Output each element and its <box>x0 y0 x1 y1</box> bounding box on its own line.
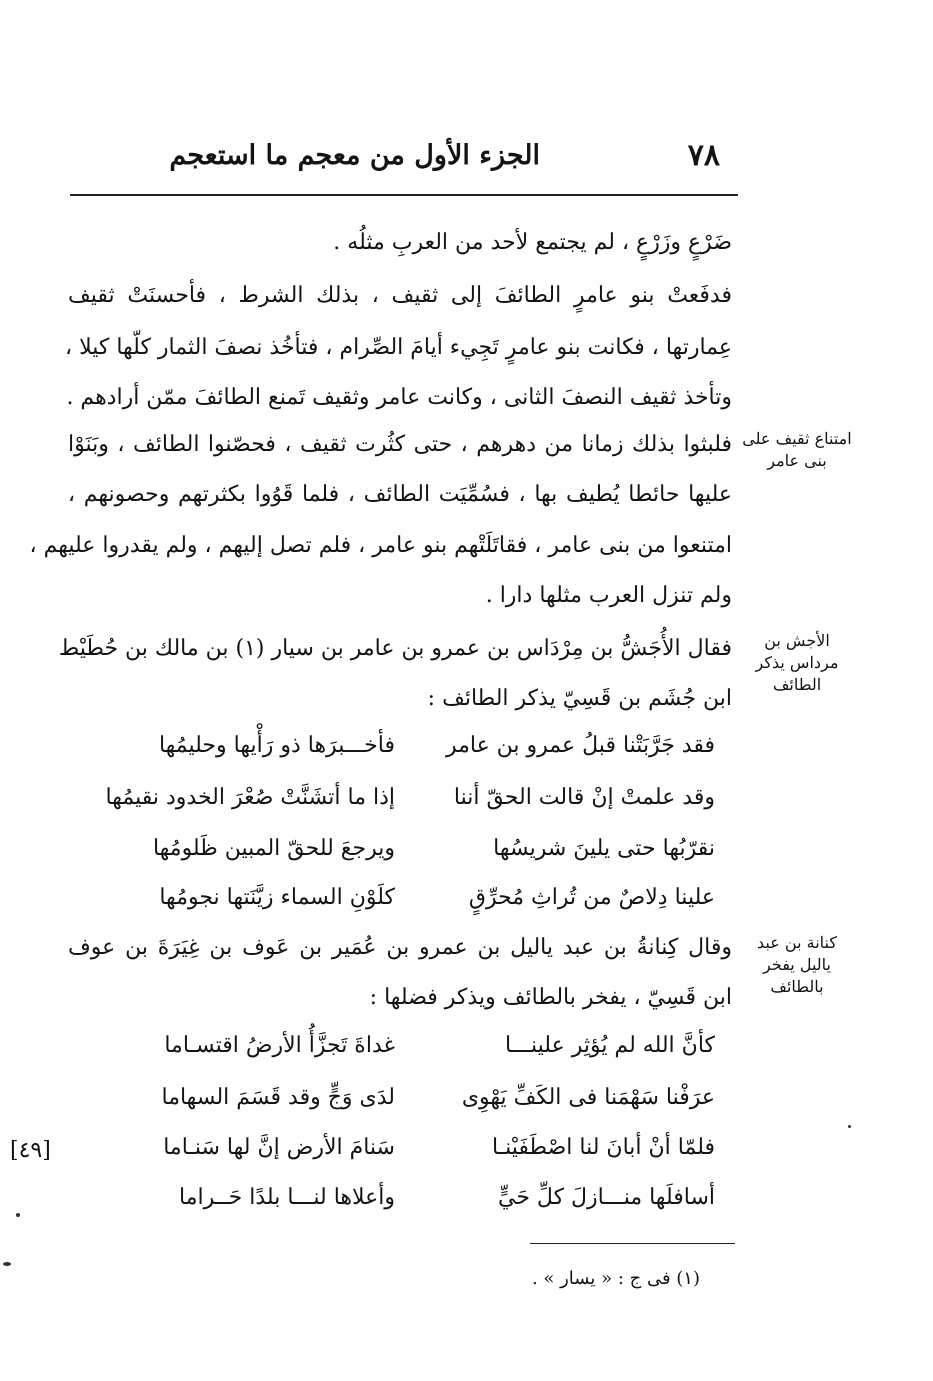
text-line: فلبثوا بذلك زمانا من دهرهم ، حتى كثُرت ثقيف ، فحصّنوا الطائف ، وبَنَوْا <box>68 432 732 457</box>
text-line: عليها حائطا يُطيف بها ، فسُمِّيَت الطائف ، فلما قَوُوا بكثرتهم وحصونهم ، <box>68 482 732 507</box>
text-line: فدفَعتْ بنو عامرٍ الطائفَ إلى ثقيف ، بذلك الشرط ، فأحسنَتْ ثقيف <box>68 283 732 308</box>
margin-note: امتناع ثقيف على بنى عامر <box>742 429 852 470</box>
verse-hemistich-second: سَنامَ الأرض إنَّ لها سَنـاما <box>163 1135 395 1160</box>
original-page-marker: [٤٩] <box>10 1138 51 1163</box>
verse-hemistich-second: وأعلاها لنـــا بلدًا حَــراما <box>179 1185 395 1210</box>
verse-hemistich-second: كلَوْنِ السماء زيَّنَتها نجومُها <box>159 885 395 910</box>
text-line: ابن جُشَم بن قَسِيّ يذكر الطائف : <box>427 686 732 711</box>
verse-hemistich-first: أسافلَها منـــازلَ كلِّ حَيٍّ <box>497 1185 715 1210</box>
scan-speck <box>848 1125 851 1128</box>
verse-hemistich-first: علينا دِلاصٌ من تُراثِ مُحرِّقٍ <box>468 885 715 910</box>
text-line: امتنعوا من بنى عامر ، فقاتَلَتْهم بنو عامر ، فلم تصل إليهم ، ولم يقدروا عليهم ، <box>29 533 732 558</box>
header-rule <box>70 194 738 196</box>
verse-hemistich-first: كأنَّ الله لم يُؤثِر علينـــا <box>504 1033 715 1058</box>
scan-speck <box>16 1213 20 1217</box>
verse-hemistich-first: وقد علمتْ إنْ قالت الحقّ أننا <box>453 785 715 810</box>
verse-hemistich-first: نقرّبُها حتى يلينَ شريسُها <box>493 836 715 861</box>
verse <box>95 1033 715 1073</box>
verse <box>95 836 715 876</box>
verse-hemistich-second: إذا ما أتشَنَّتْ صُعْرَ الخدود نقيمُها <box>105 785 395 810</box>
verse <box>95 1135 715 1175</box>
verse-hemistich-second: لدَى وَجٍّ وقد قَسَمَ السهاما <box>161 1085 395 1110</box>
verse-hemistich-first: عرَفْنا سَهْمَنا فى الكَفِّ يَهْوِى <box>461 1085 715 1110</box>
scan-speck <box>3 1262 11 1266</box>
page-number: ٧٨ <box>687 138 720 173</box>
verse-hemistich-first: فقد جَرَّبَتْنا قبلُ عمرو بن عامر <box>445 733 715 758</box>
text-line: ولم تنزل العرب مثلها دارا . <box>485 583 732 608</box>
verse <box>95 785 715 825</box>
text-line: وتأخذ ثقيف النصفَ الثانى ، وكانت عامر وثقيف تَمنع الطائفَ ممّن أرادهم . <box>66 385 732 410</box>
verse <box>95 885 715 925</box>
verse-hemistich-second: ويرجعَ للحقّ المبين ظَلومُها <box>152 836 395 861</box>
text-line: ضَرْعٍ وزَرْعٍ ، لم يجتمع لأحد من العربِ مثلُه . <box>333 230 732 255</box>
text-line: وقال كِنانةُ بن عبد ياليل بن عمرو بن عُمَير بن عَوف بن غِيَرَةَ بن عوف <box>68 935 732 960</box>
verse-hemistich-second: غداةَ تَجزَّأُ الأرضُ اقتسـاما <box>164 1033 395 1058</box>
verse <box>95 1185 715 1225</box>
footnote: (١) فى ج : « يسار » . <box>531 1268 700 1289</box>
margin-note: كنانة بن عبد ياليل يفخر بالطائف <box>757 933 837 996</box>
verse-hemistich-first: فلمّا أنْ أبانَ لنا اصْطَفَيْنـا <box>492 1135 715 1160</box>
text-line: عِمارتها ، فكانت بنو عامرٍ تَجِيء أيامَ الصِّرام ، فتأخُذ نصفَ الثمار كلّها كيلا ، <box>65 335 732 360</box>
verse <box>95 1085 715 1125</box>
margin-note: الأجش بن مرداس يذكر الطائف <box>755 631 839 694</box>
verse <box>95 733 715 773</box>
running-title: الجزء الأول من معجم ما استعجم <box>169 140 540 171</box>
text-line: ابن قَسِيّ ، يفخر بالطائف ويذكر فضلها : <box>369 985 732 1010</box>
text-line: فقال الأُجَشُّ بن مِرْدَاس بن عمرو بن عامر بن سيار (١) بن مالك بن حُطَيْط <box>58 636 732 661</box>
footnote-rule <box>530 1243 735 1244</box>
verse-hemistich-second: فأخـــبرَها ذو رَأْيها وحليمُها <box>158 733 395 758</box>
